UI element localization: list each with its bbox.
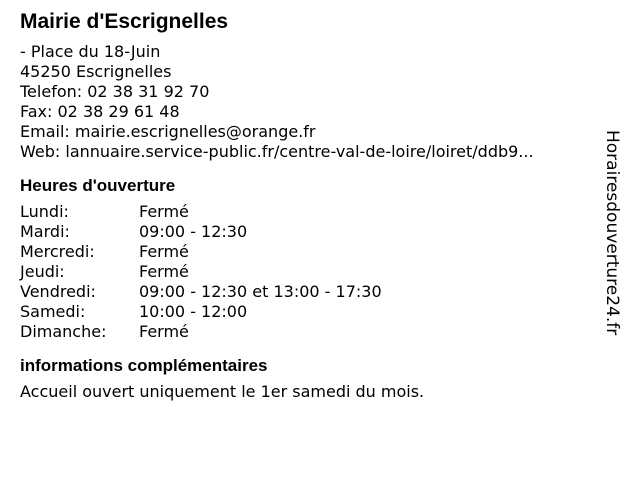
web-label: Web: xyxy=(20,142,61,161)
day-hours: 09:00 - 12:30 et 13:00 - 17:30 xyxy=(139,282,382,301)
email-link[interactable]: mairie.escrignelles@orange.fr xyxy=(74,122,316,141)
info-text: Accueil ouvert uniquement le 1er samedi du mois. xyxy=(20,382,425,401)
day-label: Jeudi: xyxy=(20,262,65,281)
fax-line xyxy=(20,102,600,122)
hours-row-friday xyxy=(20,282,600,302)
office-title: Mairie d'Escrignelles xyxy=(20,10,229,33)
site-watermark: Horairesdouverture24.fr xyxy=(602,130,622,336)
hours-row-monday xyxy=(20,202,600,222)
address-line-2: 45250 Escrignelles xyxy=(20,62,172,81)
web-link[interactable]: lannuaire.service-public.fr/centre-val-de-loire/loiret/ddb9... xyxy=(65,142,534,161)
phone-line xyxy=(20,82,600,102)
day-label: Mardi: xyxy=(20,222,70,241)
day-hours: Fermé xyxy=(139,262,189,281)
day-hours: Fermé xyxy=(139,242,189,261)
phone-number[interactable]: 02 38 31 92 70 xyxy=(87,82,210,101)
hours-row-tuesday xyxy=(20,222,600,242)
day-label: Lundi: xyxy=(20,202,69,221)
office-card xyxy=(20,10,600,402)
hours-row-wednesday xyxy=(20,242,600,262)
fax-label: Fax: xyxy=(20,102,53,121)
day-hours: 10:00 - 12:00 xyxy=(139,302,248,321)
day-label: Vendredi: xyxy=(20,282,96,301)
email-label: Email: xyxy=(20,122,70,141)
fax-number: 02 38 29 61 48 xyxy=(57,102,180,121)
day-label: Samedi: xyxy=(20,302,86,321)
day-label: Mercredi: xyxy=(20,242,95,261)
day-label: Dimanche: xyxy=(20,322,107,341)
address-line-1: - Place du 18-Juin xyxy=(20,42,161,61)
info-title: informations complémentaires xyxy=(20,356,268,375)
day-hours: 09:00 - 12:30 xyxy=(139,222,248,241)
email-line xyxy=(20,122,600,142)
day-hours: Fermé xyxy=(139,322,189,341)
web-line xyxy=(20,142,600,162)
hours-row-sunday xyxy=(20,322,600,342)
hours-row-thursday xyxy=(20,262,600,282)
hours-title: Heures d'ouverture xyxy=(20,176,176,195)
phone-label: Telefon: xyxy=(20,82,83,101)
day-hours: Fermé xyxy=(139,202,189,221)
hours-row-saturday xyxy=(20,302,600,322)
